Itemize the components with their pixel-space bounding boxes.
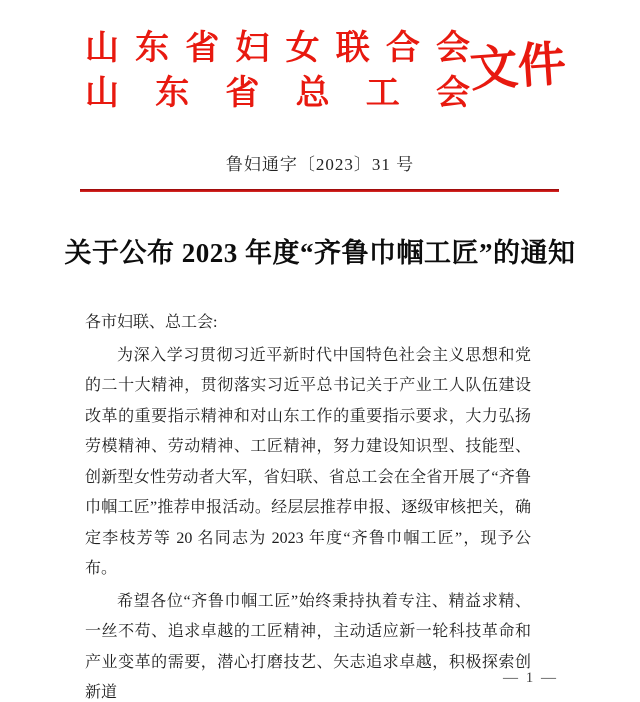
org-name-char: 省 (185, 30, 220, 67)
org-name-char: 联 (335, 30, 370, 67)
org-name-char: 东 (155, 75, 190, 112)
letterhead (85, 26, 470, 116)
org-name-char: 东 (135, 30, 170, 67)
salutation-line: 各市妇联、总工会: (85, 314, 218, 331)
document-body (85, 308, 531, 702)
org-name-char: 总 (295, 75, 330, 112)
letterhead-org-line-2 (85, 71, 470, 116)
org-name-char: 山 (85, 30, 119, 67)
body-paragraph-2: 希望各位“齐鲁巾帼工匠”始终秉持执着专注、精益求精、一丝不苟、追求卓越的工匠精神，主动适应新一轮科技革命和产业变革的需要，潜心打磨技艺、矢志追求卓越，积极探索创新道 (85, 592, 531, 701)
org-name-char: 省 (225, 75, 260, 112)
letterhead-org-line-1 (85, 26, 470, 71)
body-paragraph-1: 为深入学习贯彻习近平新时代中国特色社会主义思想和党的二十大精神，贯彻落实习近平总书记关于产业工人队伍建设改革的重要指示精神和对山东工作的重要指示要求，大力弘扬劳模精神、劳动精神、工匠精神，努力建设知识型、技能型、创新型女性劳动者大军，省妇联、省总工会在全省开展了“齐鲁巾帼工匠”推荐申报活动。经层层推荐申报、逐级审核把关，确定李枝芳等 20 名同志为 2023 年度“齐鲁巾帼工匠”，现予公布。 (85, 346, 531, 577)
document-title: 关于公布 2023 年度“齐鲁巾帼工匠”的通知 (64, 238, 576, 268)
org-name-char: 工 (365, 75, 400, 112)
document-reference-number: 鲁妇通字〔2023〕31 号 (225, 155, 415, 174)
red-divider-rule (80, 189, 559, 192)
letterhead-doc-type-label: 文件 (468, 37, 568, 98)
page-number: — 1 — (503, 670, 558, 686)
org-name-char: 女 (285, 30, 320, 67)
org-name-char: 妇 (235, 30, 270, 67)
org-name-char: 会 (435, 75, 470, 112)
org-name-char: 合 (385, 30, 420, 67)
org-name-char: 会 (435, 30, 470, 67)
org-name-char: 山 (85, 75, 119, 112)
